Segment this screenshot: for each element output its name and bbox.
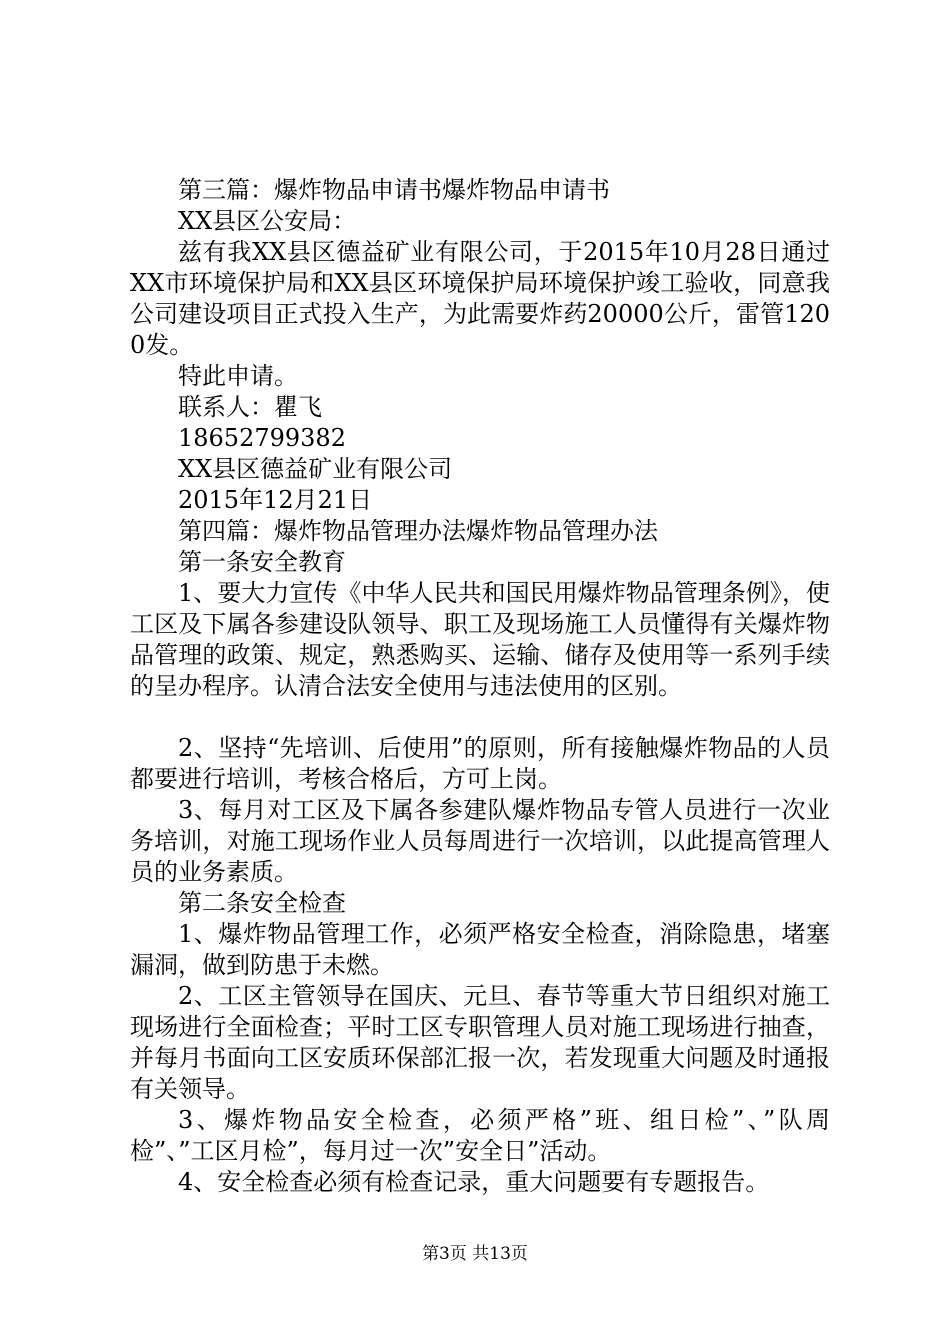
paragraph: 3、每月对工区及下属各参建队爆炸物品专管人员进行一次业务培训，对施工现场作业人员每周进行一次培训，以此提高管理人员的业务素质。	[130, 796, 830, 886]
paragraph: 4、安全检查必须有检查记录，重大问题要有专题报告。	[178, 1168, 770, 1196]
paragraph: 联系人：瞿飞	[178, 393, 322, 421]
paragraph: 3、爆炸物品安全检查，必须严格”班、组日检”、”队周检”、”工区月检”，每月过一次”安全日”活动。	[130, 1106, 830, 1165]
paragraph: 第一条安全教育	[178, 548, 346, 576]
paragraph: 兹有我XX县区德益矿业有限公司，于2015年10月28日通过XX市环境保护局和XX县区环境保护局环境保护竣工验收，同意我公司建设项目正式投入生产，为此需要炸药20000公斤，雷管1200发。	[130, 238, 830, 359]
paragraph: 18652799382	[178, 424, 346, 452]
paragraph: 第三篇：爆炸物品申请书爆炸物品申请书	[178, 176, 610, 204]
paragraph: XX县区德益矿业有限公司	[178, 455, 453, 483]
paragraph: 第二条安全检查	[178, 889, 346, 917]
paragraph: 1、爆炸物品管理工作，必须严格安全检查，消除隐患，堵塞漏洞，做到防患于未燃。	[130, 920, 830, 979]
paragraph: 2、坚持“先培训、后使用”的原则，所有接触爆炸物品的人员都要进行培训，考核合格后，方可上岗。	[130, 734, 830, 793]
paragraph: 2、工区主管领导在国庆、元旦、春节等重大节日组织对施工现场进行全面检查；平时工区专职管理人员对施工现场进行抽查，并每月书面向工区安质环保部汇报一次，若发现重大问题及时通报有关领导。	[130, 982, 830, 1103]
page-footer: 第3页 共13页	[422, 1244, 528, 1264]
paragraph: 第四篇：爆炸物品管理办法爆炸物品管理办法	[178, 517, 658, 545]
paragraph: 1、要大力宣传《中华人民共和国民用爆炸物品管理条例》，使工区及下属各参建设队领导、职工及现场施工人员懂得有关爆炸物品管理的政策、规定，熟悉购买、运输、储存及使用等一系列手续的呈办程序。认清合法安全使用与违法使用的区别。	[130, 579, 830, 700]
document-body	[130, 175, 830, 1198]
paragraph: 特此申请。	[178, 362, 298, 390]
paragraph: 2015年12月21日	[178, 486, 373, 514]
paragraph: XX县区公安局：	[178, 207, 357, 235]
